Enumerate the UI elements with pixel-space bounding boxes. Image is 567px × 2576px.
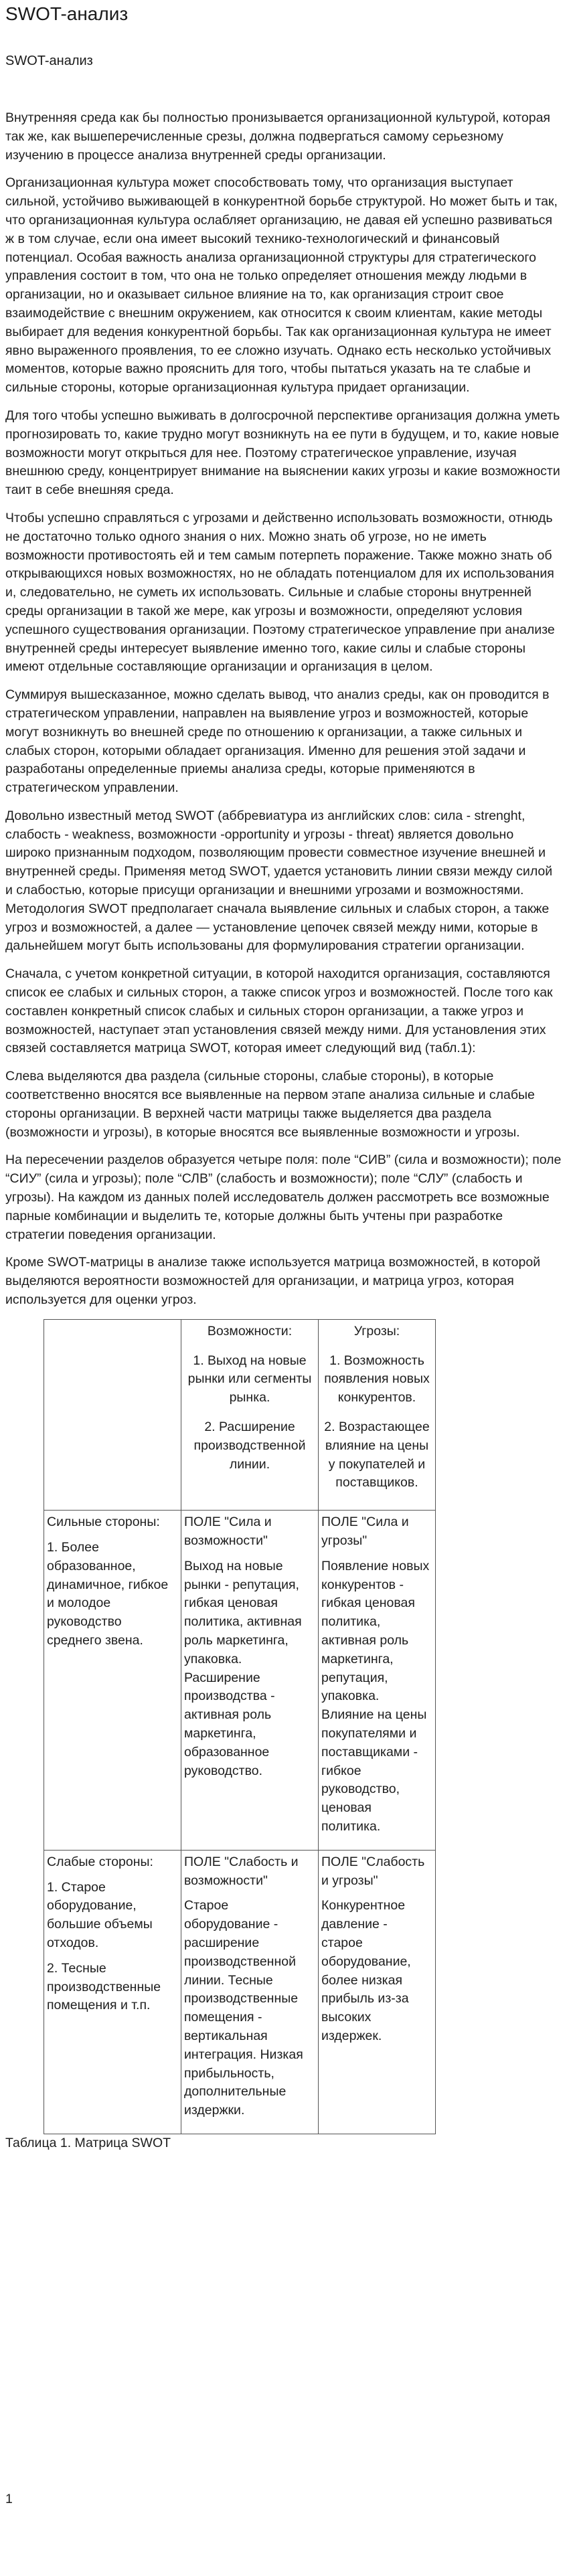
weaknesses-title: Слабые стороны: (47, 1854, 153, 1869)
paragraph: Слева выделяются два раздела (сильные стороны, слабые стороны), в которые соответственно вносятся все выявленные на первом этапе анализа сильные и слабые стороны организации. В верхней части матрицы также выделяется два раздела (возможности и угрозы), в которые вносятся все выявленные возможности и угрозы. (5, 1069, 535, 1140)
threat-item: 2. Возрастающее влияние на цены у покупателей и поставщиков. (324, 1420, 430, 1490)
weakness-item: 2. Тесные производственные помещения и т.п. (47, 1960, 161, 2013)
paragraph: Для того чтобы успешно выживать в долгосрочной перспективе организация должна уметь прогнозировать то, какие трудно могут возникнуть на ее пути в будущем, и то, какие новые возможности могут открыться для нее. Поэтому стратегическое управление, изучая внешнюю среду, концентрирует внимание на выяснении каких угрозы и какие возможности таит в себе внешняя среда. (5, 408, 560, 498)
weakness-threat-cell (319, 1850, 436, 2134)
threat-item: 1. Возможность появления новых конкурентов. (324, 1353, 430, 1405)
paragraph: Организационная культура может способствовать тому, что организация выступает сильной, устойчиво выживающей в конкурентной борьбе структурой. Но может быть и так, что организационная культура ослабляет организацию, не давая ей успешно развиваться ж в том случае, если она имеет высокий технико-технологический и финансовый потенциал. Особая важность анализа организационной структуры для стратегического управления состоит в том, что она не только определяет отношения между людьми в организации, но и оказывает сильное влияние на то, как организация строит свое взаимодействие с внешним окружением, как относится к своим клиентам, какие методы выбирает для ведения конкурентной борьбы. Так как организационная культура не имеет явно выраженного проявления, то ее сложно изучать. Однако есть несколько устойчивых моментов, которые важно прояснить для того, чтобы пытаться указать на те слабые и сильные стороны, которые организационная культура придает организации. (5, 175, 558, 396)
strengths-title: Сильные стороны: (47, 1515, 160, 1530)
paragraph: Довольно известный метод SWOT (аббревиатура из английских слов: сила - strenght, слабость - weakness, возможности -opportunity и угрозы - threat) является довольно широко признанным подходом, позволяющим провести совместное изучение внешней и внутренней среды. Применяя метод SWOT, удается установить линии связи между силой и слабостью, которые присущи организации и внешними угрозами и возможностями. Методология SWOT предполагает сначала выявление сильных и слабых сторон, а также угроз и возможностей, а далее — установление цепочек связей между ними, которые в дальнейшем могут быть использованы для формулирования стратегии организации. (5, 808, 553, 954)
opportunity-item: 2. Расширение производственной линии. (193, 1420, 306, 1472)
paragraph: На пересечении разделов образуется четыре поля: поле “СИВ” (сила и возможности); поле “СИУ” (сила и угрозы); поле “СЛВ” (слабость и возможности); поле “СЛУ” (слабость и угрозы). На каждом из данных полей исследователь должен рассмотреть все возможные парные комбинации и выделить те, которые должны быть учтены при разработке стратегии поведения организации. (5, 1152, 562, 1242)
field-text: Старое оборудование - расширение производственной линии. Тесные производственные помещения - вертикальная интеграция. Низкая прибыльность, дополнительные издержки. (184, 1898, 303, 2118)
table-caption: Таблица 1. Матрица SWOT (5, 2135, 171, 2150)
document-subtitle: SWOT-анализ (5, 54, 93, 68)
paragraph: Сначала, с учетом конкретной ситуации, в которой находится организация, составляются список ее слабых и сильных сторон, а также список угроз и возможностей. После того как составлен конкретный список слабых и сильных сторон организации, а также угроз и возможностей, наступает этап установления связей между ними. Для установления этих связей составляется матрица SWOT, которая имеет следующий вид (табл.1): (5, 966, 553, 1056)
field-text: Выход на новые рынки - репутация, гибкая ценовая политика, активная роль маркетинга, упаковка. Расширение производства - активная роль маркетинга, образованное руководство. (184, 1558, 302, 1778)
threats-title: Угрозы: (353, 1323, 400, 1339)
field-text: Появление новых конкурентов - гибкая ценовая политика, активная роль маркетинга, репутация, упаковка. Влияние на цены покупателями и поставщиками - гибкое руководство, ценовая политика. (321, 1558, 430, 1834)
paragraph: Внутренняя среда как бы полностью пронизывается организационной культурой, которая так же, как вышеперечисленные срезы, должна подвергаться самому серьезному изучению в процессе анализа внутренней среды организации. (5, 110, 550, 163)
opportunities-title: Возможности: (207, 1323, 293, 1339)
strengths-cell (44, 1511, 181, 1851)
weaknesses-cell (44, 1850, 181, 2134)
threats-header-cell (319, 1319, 436, 1510)
opportunities-header-cell (181, 1319, 319, 1510)
weakness-item: 1. Старое оборудование, большие объемы отходов. (47, 1879, 153, 1950)
field-text: Конкурентное давление - старое оборудование, более низкая прибыль из-за высоких издержек. (321, 1898, 411, 2043)
opportunity-item: 1. Выход на новые рынки или сегменты рынка. (187, 1353, 312, 1405)
field-title: ПОЛЕ "Сила и угрозы" (321, 1515, 409, 1548)
strength-threat-cell (319, 1511, 436, 1851)
table-row (44, 1511, 436, 1851)
field-title: ПОЛЕ "Слабость и угрозы" (321, 1854, 425, 1888)
page-number: 1 (5, 2492, 13, 2506)
weakness-opportunity-cell (181, 1850, 319, 2134)
paragraph: Суммируя вышесказанное, можно сделать вывод, что анализ среды, как он проводится в стратегическом управлении, направлен на выявление угроз и возможностей, которые могут возникнуть во внешней среде по отношению к организации, а также сильных и слабых сторон, которыми обладает организация. Именно для решения этой задачи и разработаны определенные приемы анализа среды, которые применяются в стратегическом управлении. (5, 687, 550, 796)
table-row (44, 1850, 436, 2134)
swot-matrix-table (44, 1319, 436, 2134)
paragraph: Кроме SWOT-матрицы в анализе также используется матрица возможностей, в которой выделяются вероятности возможностей для организации, и матрица угроз, которая используется для оценки угроз. (5, 1255, 541, 1308)
strength-opportunity-cell (181, 1511, 319, 1851)
field-title: ПОЛЕ "Слабость и возможности" (184, 1854, 299, 1888)
document-body (5, 109, 562, 2153)
paragraph: Чтобы успешно справляться с угрозами и действенно использовать возможности, отнюдь не достаточно только одного знания о них. Можно знать об угрозе, но не иметь возможности противостоять ей и тем самым потерпеть поражение. Также можно знать об открывающихся новых возможностях, но не обладать потенциалом для их использования и, следовательно, не суметь их использовать. Сильные и слабые стороны внутренней среды организации в такой же мере, как угрозы и возможности, определяют условия успешного существования организации. Поэтому стратегическое управление при анализе внутренней среды интересует выявление именно того, какие силы и слабые стороны имеют отдельные составляющие организации и организация в целом. (5, 510, 555, 675)
table-row (44, 1319, 436, 1510)
table-corner-cell (44, 1319, 181, 1510)
strength-item: 1. Более образованное, динамичное, гибкое и молодое руководство среднего звена. (47, 1539, 169, 1648)
document-title: SWOT-анализ (5, 3, 129, 24)
field-title: ПОЛЕ "Сила и возможности" (184, 1515, 272, 1548)
